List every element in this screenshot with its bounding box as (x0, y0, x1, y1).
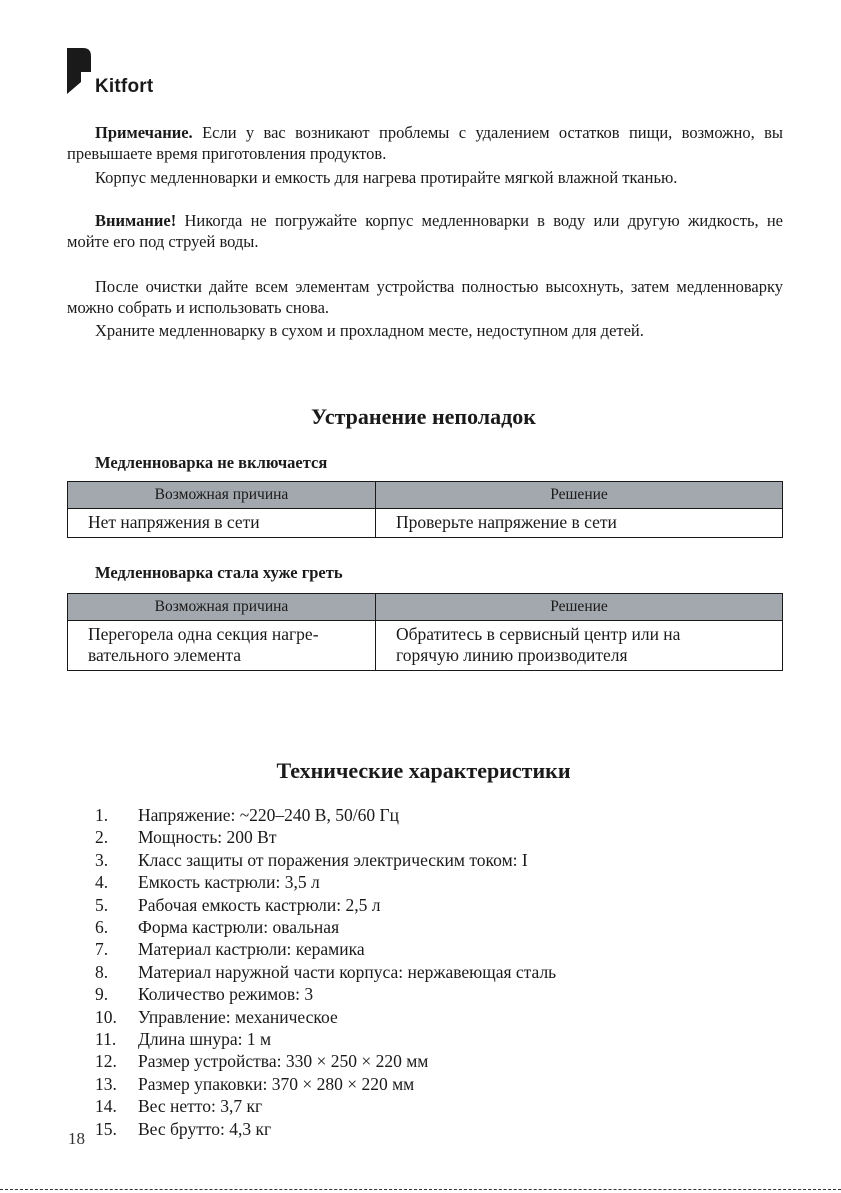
list-item (95, 894, 556, 916)
note-text: Если у вас возникают проблемы с удалением остатков пищи, возможно, вы превышаете время приготовления продуктов. (67, 123, 784, 163)
item-text: Материал наружной части корпуса: нержавеющая сталь (138, 961, 557, 982)
solution-line-2: горячую линию производителя (396, 645, 628, 665)
wipe-text: Корпус медленноварки и емкость для нагрева протирайте мягкой влажной тканью. (95, 168, 678, 187)
item-number: 1. (95, 805, 109, 825)
item-number: 14. (95, 1096, 117, 1117)
solution-cell: Проверьте напряжение в сети (376, 509, 783, 538)
warning-paragraph (67, 210, 783, 252)
item-text: Размер упаковки: 370 × 280 × 220 мм (138, 1073, 415, 1094)
store-paragraph (67, 320, 783, 341)
note-label: Примечание. (95, 123, 193, 142)
item-text: Вес брутто: 4,3 кг (138, 1118, 272, 1139)
item-text: Количество режимов: 3 (138, 984, 314, 1005)
page-number: 18 (68, 1129, 85, 1148)
list-item (95, 1118, 556, 1140)
list-item (95, 938, 556, 960)
list-item (95, 983, 556, 1005)
kitfort-logo (67, 48, 177, 98)
list-item (95, 1095, 556, 1117)
cause-cell: Нет напряжения в сети (68, 509, 376, 538)
section-heading-heating-worse: Медленноварка стала хуже греть (95, 563, 343, 582)
solution-cell (376, 621, 783, 671)
specs-list (95, 804, 556, 1140)
list-item (95, 916, 556, 938)
dry-paragraph (67, 276, 783, 318)
cause-line-2: вательного элемента (88, 645, 241, 665)
item-number: 13. (95, 1073, 117, 1094)
warning-label: Внимание! (95, 211, 177, 230)
item-number: 4. (95, 872, 109, 893)
item-number: 12. (95, 1051, 117, 1072)
item-text: Напряжение: ~220–240 В, 50/60 Гц (138, 805, 399, 825)
item-text: Форма кастрюли: овальная (138, 917, 340, 938)
solution-line-1: Обратитесь в сервисный центр или на (396, 624, 681, 644)
table-row (68, 509, 783, 538)
wipe-paragraph (67, 167, 783, 188)
list-item (95, 1028, 556, 1050)
kitfort-logo-mark-icon (67, 48, 93, 98)
item-number: 9. (95, 984, 109, 1005)
item-text: Емкость кастрюли: 3,5 л (138, 872, 320, 893)
list-item (95, 826, 556, 848)
item-text: Вес нетто: 3,7 кг (138, 1096, 263, 1117)
dry-text: После очистки дайте всем элементам устройства полностью высохнуть, затем медленноварку можно собрать и использовать снова. (67, 277, 783, 317)
note-paragraph (67, 122, 783, 164)
list-item (95, 1073, 556, 1095)
cause-cell (68, 621, 376, 671)
specs-title: Технические характеристики (276, 758, 571, 783)
table-row (68, 621, 783, 671)
column-header-solution: Решение (376, 482, 783, 509)
section-heading-not-turning-on: Медленноварка не включается (95, 453, 328, 472)
page-bottom-divider (0, 1189, 841, 1190)
item-number: 8. (95, 961, 109, 982)
item-number: 10. (95, 1006, 117, 1027)
list-item (95, 1006, 556, 1028)
item-text: Управление: механическое (138, 1006, 338, 1027)
list-item (95, 849, 556, 871)
brand-name: Kitfort (95, 76, 154, 97)
list-item (95, 1050, 556, 1072)
item-text: Размер устройства: 330 × 250 × 220 мм (138, 1051, 429, 1072)
item-number: 11. (95, 1029, 117, 1050)
item-number: 2. (95, 827, 109, 848)
list-item (95, 871, 556, 893)
store-text: Храните медленноварку в сухом и прохладном месте, недоступном для детей. (95, 321, 644, 340)
warning-text: Никогда не погружайте корпус медленноварки в воду или другую жидкость, не мойте его под струей воды. (67, 211, 783, 251)
cause-line-1: Перегорела одна секция нагре- (88, 624, 319, 644)
list-item (95, 804, 556, 826)
item-number: 15. (95, 1118, 117, 1139)
table-header-row (68, 482, 783, 509)
column-header-solution: Решение (376, 594, 783, 621)
item-text: Материал кастрюли: керамика (138, 939, 365, 960)
troubleshooting-table-2 (67, 593, 783, 671)
item-number: 5. (95, 894, 109, 915)
troubleshooting-table-1 (67, 481, 783, 538)
item-text: Класс защиты от поражения электрическим током: I (138, 849, 528, 870)
item-text: Рабочая емкость кастрюли: 2,5 л (138, 894, 381, 915)
column-header-cause: Возможная причина (68, 594, 376, 621)
table-header-row (68, 594, 783, 621)
item-number: 7. (95, 939, 109, 960)
column-header-cause: Возможная причина (68, 482, 376, 509)
item-text: Длина шнура: 1 м (138, 1029, 272, 1050)
troubleshooting-title: Устранение неполадок (311, 404, 536, 429)
item-number: 6. (95, 917, 109, 938)
list-item (95, 961, 556, 983)
item-number: 3. (95, 849, 109, 870)
item-text: Мощность: 200 Вт (138, 827, 277, 848)
